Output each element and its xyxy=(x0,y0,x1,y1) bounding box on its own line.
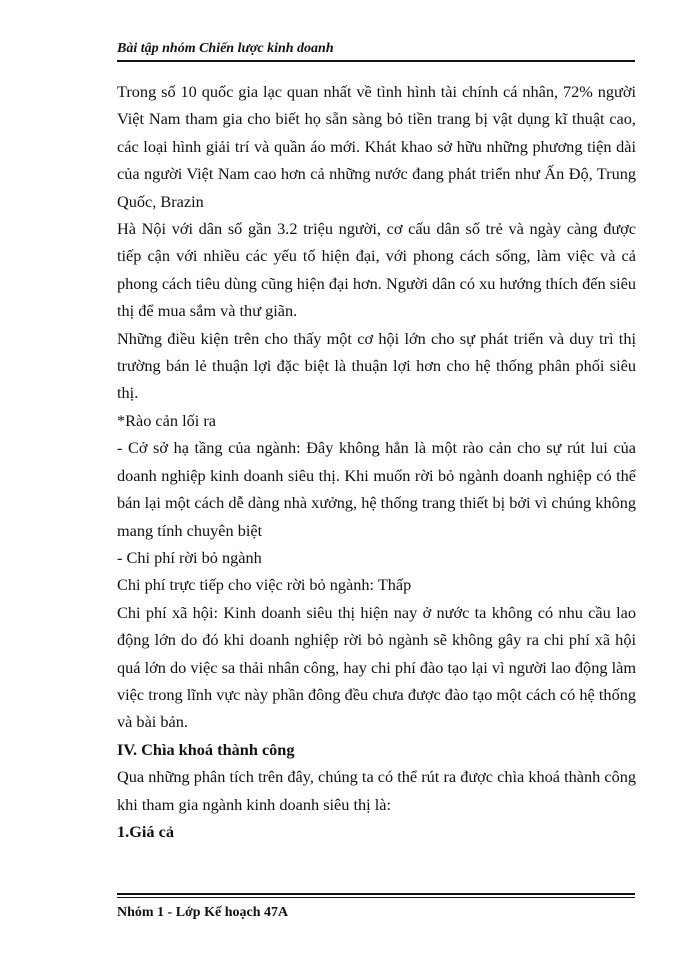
section-heading: IV. Chìa khoá thành công xyxy=(117,739,295,759)
paragraph-social-costs: Chi phí xã hội: Kinh doanh siêu thị hiện nay ở nước ta không có nhu cầu lao động lớn do đó khi doanh nghiệp rời bỏ ngành sẽ không gây ra chi phí xã hội quá lớn do việc sa thải nhân công, hay chi phí đào tạo lại vì người lao động làm việc trong lĩnh vực này phần đông đều chưa được đào tạo một cách có hệ thống và bài bản. xyxy=(117,602,636,732)
document-body xyxy=(117,78,636,845)
paragraph-hanoi: Hà Nội với dân số gần 3.2 triệu người, cơ cấu dân số trẻ và ngày càng được tiếp cận với nhiều các yếu tố hiện đại, với phong cách sống, làm việc và cả phong cách tiêu dùng cũng hiện đại hơn. Người dân có xu hướng thích đến siêu thị để mua sắm và thư giãn. xyxy=(117,219,636,321)
paragraph-exit-barriers-title: *Rào cản lối ra xyxy=(117,410,217,430)
paragraph-exit-costs: - Chi phí rời bỏ ngành xyxy=(117,547,262,567)
header-title: Bài tập nhóm Chiến lược kinh doanh xyxy=(117,41,334,56)
section-intro: Qua những phân tích trên đây, chúng ta có thể rút ra được chìa khoá thành công khi tham gia ngành kinh doanh siêu thị là: xyxy=(117,767,636,814)
footer-rule-thick xyxy=(117,893,635,895)
paragraph-infrastructure: - Cở sở hạ tầng của ngành: Đây không hẳn là một rào cản cho sự rút lui của doanh nghiệp kinh doanh siêu thị. Khi muốn rời bỏ ngành doanh nghiệp có thể bán lại một cách dễ dàng nhà xưởng, hệ thống trang thiết bị bởi vì chúng không mang tính chuyên biệt xyxy=(117,438,636,540)
subheading-price: 1.Giá cả xyxy=(117,821,174,841)
paragraph-opportunity: Những điều kiện trên cho thấy một cơ hội lớn cho sự phát triển và duy trì thị trường bán lẻ thuận lợi đặc biệt là thuận lợi hơn cho hệ thống phân phối siêu thị. xyxy=(117,328,636,403)
footer-rule-thin xyxy=(117,897,635,898)
paragraph-spending: Trong số 10 quốc gia lạc quan nhất về tình hình tài chính cá nhân, 72% người Việt Nam tham gia cho biết họ sẵn sàng bỏ tiền trang bị vật dụng kĩ thuật cao, các loại hình giải trí và quần áo mới. Khát khao sở hữu những phương tiện dài của người Việt Nam cao hơn cả những nước đang phát triển như Ấn Độ, Trung Quốc, Brazin xyxy=(117,82,636,211)
paragraph-direct-costs: Chi phí trực tiếp cho việc rời bỏ ngành: Thấp xyxy=(117,575,412,595)
header-rule xyxy=(117,60,635,62)
page-footer xyxy=(117,893,635,933)
page-header xyxy=(117,38,635,62)
footer-text: Nhóm 1 - Lớp Kế hoạch 47A xyxy=(117,905,289,920)
